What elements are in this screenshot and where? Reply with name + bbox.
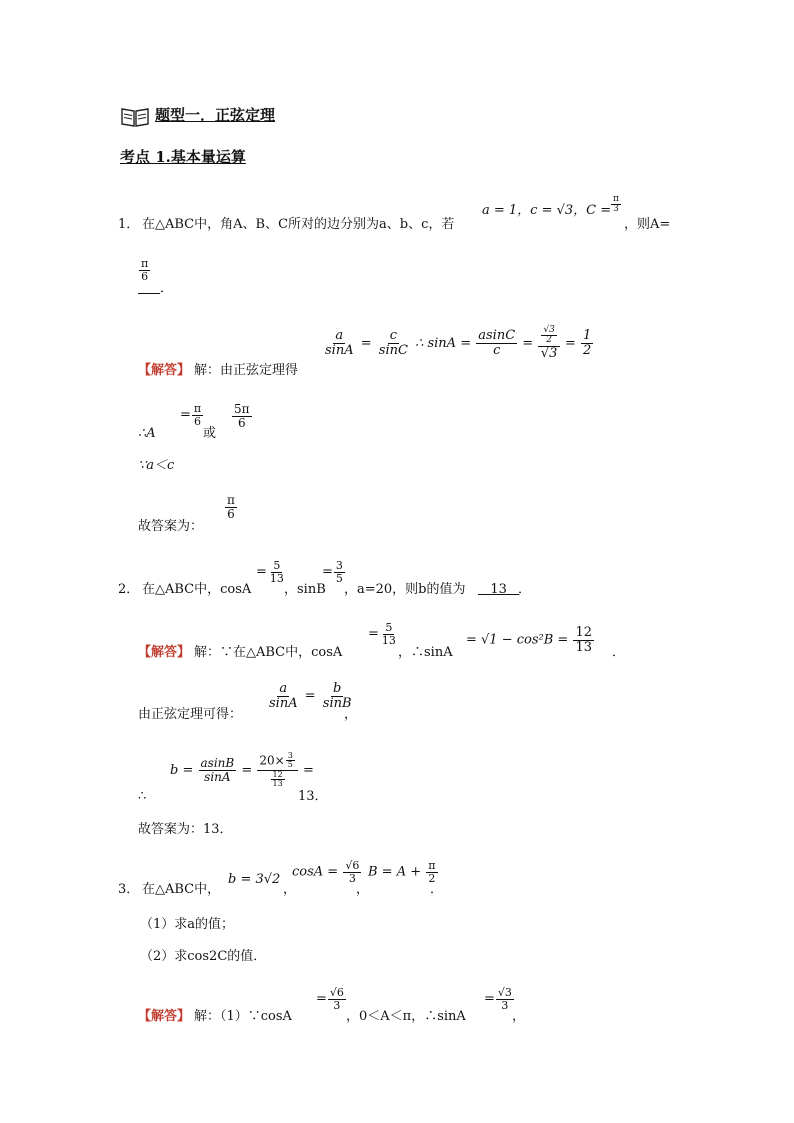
solution-2-line2: 由正弦定理可得： xyxy=(138,707,243,722)
solution-2-label: 【解答】 xyxy=(138,645,191,660)
solution-3-text-a: 解：（1）∵cosA xyxy=(194,1009,292,1024)
problem-3-question-2: （2）求cos2C的值． xyxy=(140,949,267,964)
solution-2-answer: 故答案为：13． xyxy=(138,822,233,837)
problem-2-sinB-fraction: = $\frac{3}{5}$ xyxy=(322,559,343,585)
solution-2-cosA-fraction: = $\frac{5}{13}$ xyxy=(368,621,396,647)
solution-2-compute: b = $\frac{asinB}{\sin A}$ = 20× $\frac{3}{5}$ $\frac{12}{13}$ = xyxy=(170,751,314,789)
book-icon xyxy=(120,106,150,128)
solution-2-sine-rule: $\frac{a}{\sin A}$ = $\frac{b}{\sin B}$ xyxy=(269,681,352,711)
solution-3-end: ， xyxy=(512,1009,526,1024)
problem-2-stem-a: 在△ABC中，cosA xyxy=(142,582,252,597)
solution-1-equation: $\frac{a}{\sin A}$ = $\frac{c}{\sin C}$ ∴ sinA = $\frac{asinC}{c}$ = $\frac{\frac{√3}{2}}{√3}$ = $\frac{1}{2}$ xyxy=(325,325,592,361)
section-title: 题型一．正弦定理 xyxy=(155,106,276,124)
problem-3-stem: 在△ABC中， xyxy=(142,882,221,897)
problem-3-comma-2: ， xyxy=(356,882,370,897)
solution-1-because: ∵a＜c xyxy=(138,458,175,473)
problem-2-number: 2． xyxy=(118,582,140,597)
solution-1-answer: $\frac{\pi}{6}$ xyxy=(227,493,235,521)
problem-1-blank-end: ． xyxy=(160,281,174,296)
problem-3-B-equation: B = A + $\frac{\pi}{2}$ xyxy=(368,859,436,885)
problem-2-answer-blank: 13 xyxy=(490,582,507,597)
problem-1-condition-fraction: $\frac{\pi}{3}$ xyxy=(613,194,619,215)
problem-3-question-1: （1）求a的值； xyxy=(140,917,235,932)
section-subtitle: 考点 1.基本量运算 xyxy=(120,148,246,166)
solution-1-5pi6: $\frac{5\pi}{6}$ xyxy=(234,402,250,430)
solution-2-result: 13． xyxy=(298,789,328,804)
solution-3-cosA-fraction: = $\frac{√6}{3}$ xyxy=(316,986,344,1012)
problem-2-stem-c: ，a=20，则b的值为 xyxy=(344,582,466,597)
problem-3-number: 3． xyxy=(118,882,140,897)
solution-2-text-b: ，∴sinA xyxy=(398,645,453,660)
problem-1-answer-fraction: $\frac{\pi}{6}$ xyxy=(141,257,149,283)
solution-1-answer-label: 故答案为： xyxy=(138,519,204,534)
solution-2-line2-end: ， xyxy=(344,707,358,722)
problem-2-cosA-fraction: = $\frac{5}{13}$ xyxy=(256,559,284,585)
solution-3-text-b: ，0＜A＜π，∴sinA xyxy=(346,1009,466,1024)
problem-3-comma-1: ， xyxy=(283,882,297,897)
problem-3-end: ． xyxy=(430,882,444,897)
problem-3-cosA-equation: cosA = $\frac{√6}{3}$ xyxy=(292,859,360,885)
solution-1-therefore-A: ∴A xyxy=(138,426,156,441)
solution-3-sinA-fraction: = $\frac{√3}{3}$ xyxy=(484,986,512,1012)
solution-2-text-a: 解：∵在△ABC中，cosA xyxy=(194,645,343,660)
solution-2-end: ． xyxy=(612,645,626,660)
solution-3-label: 【解答】 xyxy=(138,1009,191,1024)
solution-1-or: 或 xyxy=(203,426,217,441)
solution-1-pi6: = $\frac{\pi}{6}$ xyxy=(180,402,202,428)
solution-2-therefore: ∴ xyxy=(138,789,147,804)
problem-1-stem: 在△ABC中，角A、B、C所对的边分别为a、b、c，若 xyxy=(142,217,455,232)
problem-2-end: ． xyxy=(518,582,532,597)
problem-1-condition: a = 1，c = √3，C = xyxy=(482,203,612,218)
solution-1-label: 【解答】 xyxy=(138,363,191,378)
problem-1-tail: ，则A= xyxy=(624,217,671,232)
problem-2-stem-b: ，sinB xyxy=(284,582,326,597)
solution-1-text: 解：由正弦定理得 xyxy=(194,363,299,378)
problem-3-b-equation: b = 3√2 xyxy=(228,872,281,887)
problem-1-number: 1． xyxy=(118,217,140,232)
solution-2-sqrt: = √1 − cos²B = $\frac{12}{13}$ xyxy=(466,625,592,655)
problem-1-blank xyxy=(138,293,160,294)
